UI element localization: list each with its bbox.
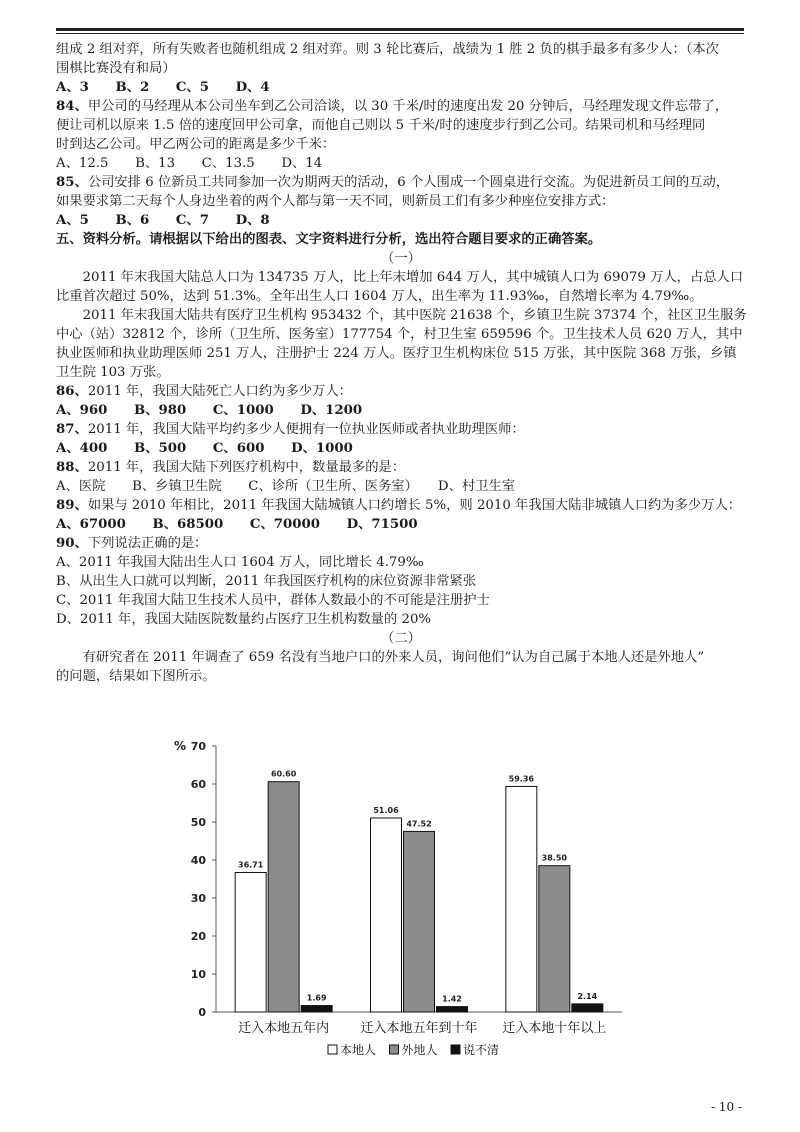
q87-text: 2011 年，我国大陆平均约多少人便拥有一位执业医师或者执业助理医师： <box>87 422 525 437</box>
category-label: 迁入本地五年内 <box>238 1021 330 1036</box>
q84-line-3: 时到达乙公司。甲乙两公司的距离是多少千米： <box>56 137 336 152</box>
part-2-label: （二） <box>381 631 421 646</box>
q89-text: 如果与 2010 年相比，2011 年我国大陆城镇人口约增长 5%，则 2010 年我国大陆非城镇人口约为多少万人： <box>87 498 742 513</box>
q90-option-c: C、2011 年我国大陆卫生技术人员中，群体人数最小的不可能是注册护士 <box>56 593 490 608</box>
bar <box>506 786 537 1012</box>
q86-text: 2011 年，我国大陆死亡人口约为多少万人： <box>87 384 352 399</box>
y-tick-label: 0 <box>198 1006 206 1019</box>
q85-number: 85、 <box>56 175 88 190</box>
data-label: 59.36 <box>508 774 534 784</box>
data-label: 38.50 <box>541 853 567 863</box>
bar <box>268 782 299 1012</box>
part-1-label: （一） <box>381 251 421 266</box>
q85-line-1: 公司安排 6 位新员工共同参加一次为期两天的活动，6 个人围成一个圆桌进行交流。为促进新员工间的互动， <box>87 175 730 190</box>
q90-option-d: D、2011 年，我国大陆医院数量约占医疗卫生机构数量的 20% <box>56 612 432 627</box>
para3-line-1: 有研究者在 2011 年调查了 659 名没有当地户口的外来人员，询问他们“认为自己属于本地人还是外地人” <box>82 650 705 665</box>
q86-number: 86、 <box>56 384 88 399</box>
bar-chart <box>160 728 640 1078</box>
para2-line-2: 中心（站）32812 个，诊所（卫生所、医务室）177754 个，村卫生室 659596 个。卫生技术人员 620 万人，其中 <box>56 327 743 342</box>
bar <box>235 873 266 1012</box>
q90-option-b: B、从出生人口就可以判断，2011 年我国医疗机构的床位资源非常紧张 <box>56 574 477 589</box>
para2-line-1: 2011 年末我国大陆共有医疗卫生机构 953432 个，其中医院 21638 个，乡镇卫生院 37374 个，社区卫生服务 <box>82 308 747 323</box>
y-tick-label: 10 <box>190 968 206 981</box>
bar <box>437 1007 468 1012</box>
continuation-line-1: 组成 2 组对弈，所有失败者也随机组成 2 组对弈。则 3 轮比赛后，战绩为 1 胜 2 负的棋手最多有多少人：（本次 <box>56 42 719 57</box>
q85-line-2: 如果要求第二天每个人身边坐着的两个人都与第一天不同，则新员工们有多少种座位安排方式： <box>56 194 615 209</box>
legend-label: 外地人 <box>401 1043 438 1057</box>
legend-label: 说不清 <box>463 1043 500 1057</box>
q84-options: A、12.5 B、13 C、13.5 D、14 <box>56 156 323 171</box>
para1-line-2: 比重首次超过 50%，达到 51.3%。全年出生人口 1604 万人，出生率为 11.93‰，自然增长率为 4.79‰。 <box>56 289 703 304</box>
bar <box>572 1004 603 1012</box>
q88-text: 2011 年，我国大陆下列医疗机构中，数量最多的是： <box>87 460 406 475</box>
data-label: 47.52 <box>406 819 432 829</box>
section-5-title: 五、资料分析。请根据以下给出的图表、文字资料进行分析，选出符合题目要求的正确答案。 <box>56 232 602 247</box>
legend-swatch <box>451 1045 460 1054</box>
bar <box>371 818 402 1012</box>
data-label: 51.06 <box>373 805 399 815</box>
header-rule-thick <box>56 28 744 31</box>
category-label: 迁入本地五年到十年 <box>360 1021 478 1036</box>
data-label: 2.14 <box>577 991 598 1001</box>
q87-options: A、400 B、500 C、600 D、1000 <box>56 441 353 456</box>
bar-chart-svg <box>160 728 640 1078</box>
para1-line-1: 2011 年末我国大陆总人口为 134735 万人，比上年末增加 644 万人，其中城镇人口为 69079 万人，占总人口 <box>82 270 744 285</box>
q89-options: A、67000 B、68500 C、70000 D、71500 <box>56 517 418 532</box>
y-tick-label: 40 <box>190 854 206 867</box>
bar <box>301 1006 332 1012</box>
legend-swatch <box>328 1045 337 1054</box>
y-tick-label: 60 <box>190 778 206 791</box>
category-label: 迁入本地十年以上 <box>502 1021 607 1036</box>
q87-number: 87、 <box>56 422 88 437</box>
q90-number: 90、 <box>56 536 88 551</box>
y-axis-label: % <box>174 739 187 753</box>
q84-number: 84、 <box>56 99 88 114</box>
data-label: 1.42 <box>442 994 462 1004</box>
y-tick-label: 50 <box>190 816 206 829</box>
data-label: 36.71 <box>238 860 264 870</box>
continuation-line-2: 围棋比赛没有和局） <box>56 61 176 76</box>
para2-line-4: 卫生院 103 万张。 <box>56 365 170 380</box>
para2-line-3: 执业医师和执业助理医师 251 万人，注册护士 224 万人。医疗卫生机构床位 515 万张，其中医院 368 万张，乡镇 <box>56 346 737 361</box>
q86-options: A、960 B、980 C、1000 D、1200 <box>56 403 363 418</box>
bar <box>404 831 435 1012</box>
bar <box>539 866 570 1012</box>
y-tick-label: 20 <box>190 930 206 943</box>
data-label: 60.60 <box>271 769 297 779</box>
page-body <box>56 40 746 686</box>
data-label: 1.69 <box>306 993 327 1003</box>
legend-swatch <box>390 1045 399 1054</box>
q85-options: A、5 B、6 C、7 D、8 <box>56 213 270 228</box>
q88-options: A、医院 B、乡镇卫生院 C、诊所（卫生所、医务室） D、村卫生室 <box>56 479 516 494</box>
q89-number: 89、 <box>56 498 88 513</box>
para3-line-2: 的问题，结果如下图所示。 <box>56 669 216 684</box>
q90-text: 下列说法正确的是： <box>87 536 208 551</box>
q88-number: 88、 <box>56 460 88 475</box>
q84-line-1: 甲公司的马经理从本公司坐车到乙公司洽谈，以 30 千米/时的速度出发 20 分钟后，马经理发现文件忘带了， <box>87 99 729 114</box>
q90-option-a: A、2011 年我国大陆出生人口 1604 万人，同比增长 4.79‰ <box>56 555 424 570</box>
header-rule-thin <box>56 33 744 34</box>
y-tick-label: 30 <box>190 892 206 905</box>
q84-line-2: 便让司机以原来 1.5 倍的速度回甲公司拿，而他自己则以 5 千米/时的速度步行到乙公司。结果司机和马经理同 <box>56 118 706 133</box>
continuation-options: A、3 B、2 C、5 D、4 <box>56 80 270 95</box>
legend-label: 本地人 <box>340 1043 377 1057</box>
y-tick-label: 70 <box>190 740 206 753</box>
page-number: - 10 - <box>710 1100 742 1114</box>
